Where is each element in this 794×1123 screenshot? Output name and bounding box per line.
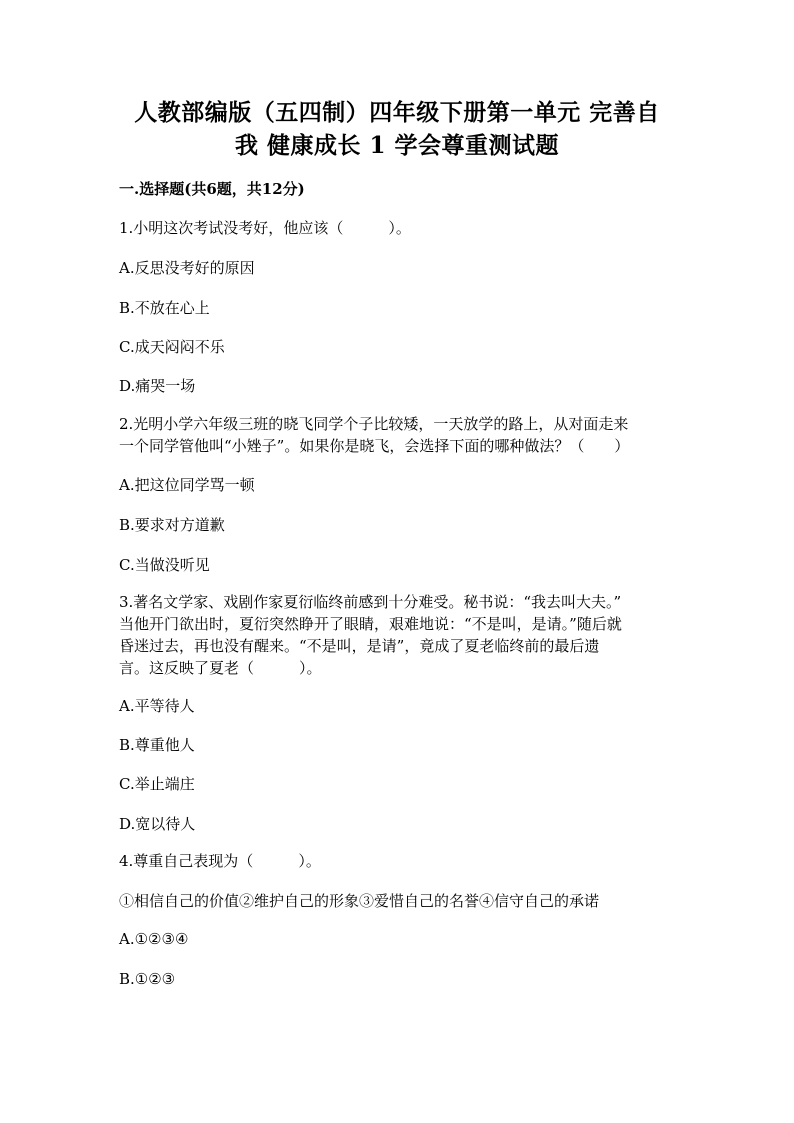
question-3-stem-line: 昏迷过去，再也没有醒来。“不是叫，是请”，竟成了夏老临终前的最后遗 [119, 637, 600, 655]
question-2-stem-line: 一个同学管他叫“小矬子”。如果你是晓飞，会选择下面的哪种做法？（ ） [119, 437, 630, 455]
question-2-option-b: B.要求对方道歉 [119, 516, 225, 534]
document-title-line-1: 人教部编版（五四制）四年级下册第一单元 完善自 [134, 99, 660, 126]
question-1-option-b: B.不放在心上 [119, 299, 210, 317]
question-3-stem-line: 言。这反映了夏老（ ）。 [119, 659, 322, 677]
question-2-stem-line: 2.光明小学六年级三班的晓飞同学个子比较矮，一天放学的路上，从对面走来 [119, 415, 629, 433]
question-3-stem [119, 591, 679, 679]
question-2-option-c: C.当做没听见 [119, 556, 210, 574]
question-4-option-a: A.①②③④ [119, 930, 189, 948]
document-title-line-2: 我 健康成长 1 学会尊重测试题 [234, 132, 560, 159]
question-1-option-a: A.反思没考好的原因 [119, 259, 255, 277]
question-4-option-b: B.①②③ [119, 970, 176, 988]
question-2-stem [119, 413, 679, 457]
question-3-option-a: A.平等待人 [119, 697, 195, 715]
question-3-option-d: D.宽以待人 [119, 815, 196, 833]
question-4-stem: 4.尊重自己表现为（ ）。 [119, 852, 321, 870]
question-1-stem: 1.小明这次考试没考好，他应该（ ）。 [119, 219, 411, 237]
question-4-statements: ①相信自己的价值②维护自己的形象③爱惜自己的名誉④信守自己的承诺 [119, 892, 600, 910]
question-3-option-c: C.举止端庄 [119, 775, 195, 793]
question-3-stem-line: 3.著名文学家、戏剧作家夏衍临终前感到十分难受。秘书说：“我去叫大夫。” [119, 593, 622, 611]
question-2-option-a: A.把这位同学骂一顿 [119, 476, 255, 494]
question-3-stem-line: 当他开门欲出时，夏衍突然睁开了眼睛，艰难地说：“不是叫，是请。”随后就 [119, 615, 622, 633]
question-1-option-d: D.痛哭一场 [119, 377, 196, 395]
question-1-option-c: C.成天闷闷不乐 [119, 338, 225, 356]
section-heading: 一.选择题(共6题，共12分) [119, 180, 305, 198]
question-3-option-b: B.尊重他人 [119, 736, 195, 754]
